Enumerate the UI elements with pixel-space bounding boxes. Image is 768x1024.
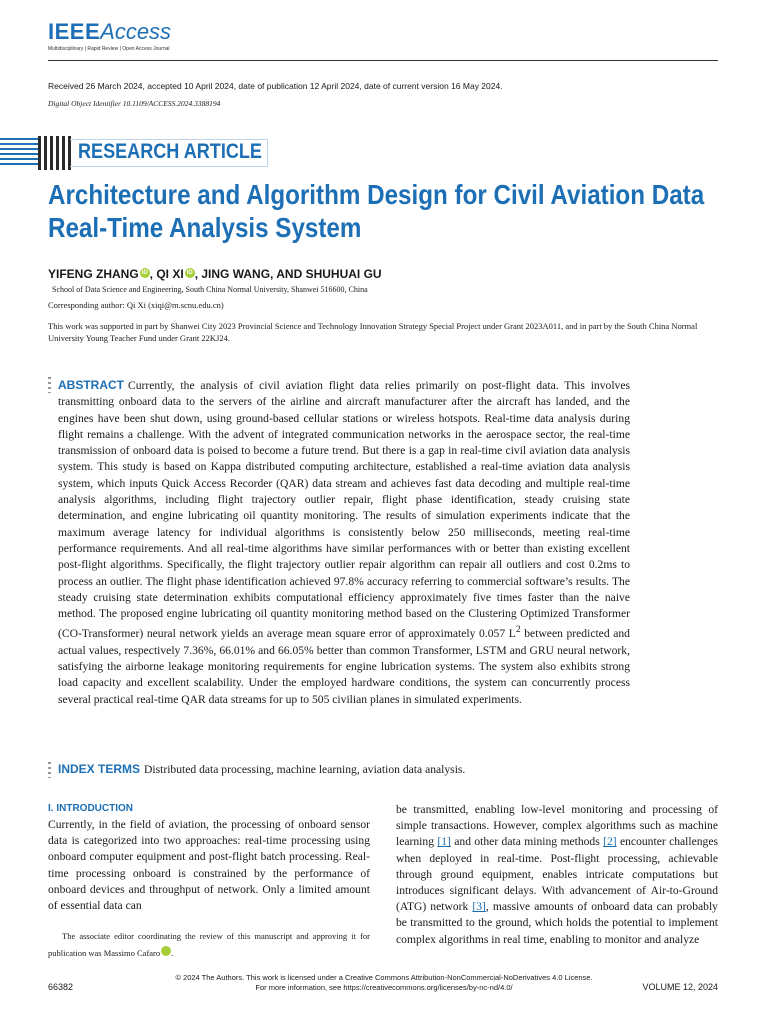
abstract [58, 377, 630, 708]
research-article-banner [0, 136, 270, 170]
author-name: QI XI [156, 267, 184, 281]
logo-tagline: Multidisciplinary | Rapid Review | Open Access Journal [48, 46, 170, 52]
index-terms-marker [48, 762, 51, 778]
author-list [48, 267, 382, 281]
section-heading: I. INTRODUCTION [48, 803, 133, 814]
intro-text: , massive amounts of onboard data can probably be transmitted to the ground, which holds the potential to implement complex algorithms in real time, enabling to monitor and analyze [396, 900, 718, 946]
logo-ieee: IEEE [48, 19, 101, 44]
affiliation: School of Data Science and Engineering, South China Normal University, Shanwei 516600, China [52, 285, 368, 294]
author-separator: , [194, 267, 202, 281]
received-dates: Received 26 March 2024, accepted 10 April 2024, date of publication 12 April 2024, date of current version 16 May 2024. [48, 81, 503, 91]
index-terms-text: Distributed data processing, machine learning, aviation data analysis. [144, 763, 466, 776]
abstract-superscript: 2 [515, 624, 521, 636]
article-title: Architecture and Algorithm Design for Civil Aviation Data Real-Time Analysis System [48, 179, 705, 243]
logo-wordmark [48, 20, 171, 44]
author-name: YIFENG ZHANG [48, 267, 139, 281]
index-terms-label: INDEX TERMS [58, 762, 141, 776]
intro-text: and other data mining methods [450, 835, 604, 849]
index-terms [58, 762, 465, 776]
intro-text: encounter challenges when deployed in real-time. Post-flight processing, achievable through ground equipment, enables intricate computations but introduces significant delays. With advancement of Air-to-Ground (ATG) network [396, 835, 718, 914]
author-separator: , [149, 267, 157, 281]
ieee-access-logo [48, 20, 171, 52]
doi-line: Digital Object Identifier 10.1109/ACCESS.2024.3388194 [48, 99, 221, 108]
footnote-end: . [171, 948, 174, 958]
abstract-marker [48, 377, 51, 393]
volume-label: VOLUME 12, 2024 [642, 982, 718, 992]
banner-stripes [0, 138, 40, 168]
author-name: JING WANG, AND SHUHUAI GU [201, 267, 382, 281]
citation-link[interactable]: [1] [437, 835, 451, 849]
citation-link[interactable]: [2] [603, 835, 617, 849]
editor-footnote [48, 928, 370, 962]
logo-access: Access [100, 19, 172, 44]
intro-paragraph: Currently, in the field of aviation, the processing of onboard sensor data is categorized into two approaches: real-time processing using onboard computer equipment and post-flight batch processing. Real-time processing onboard is constrained by the performance of onboard devices and throughput of network. Only a limited amount of essential data can [48, 818, 370, 913]
abstract-text-continued: between predicted and actual values, respectively 7.36%, 66.01% and 66.05% better than common Transformer, LSTM and GRU neural network, satisfying the airborne leakage monitoring requirements for engine lubrication systems. The system also exhibits strong load capacity and excellent scalability. Under the employed hardware conditions, the system can concurrently process several practical real-time QAR data streams for up to 505 civilian planes in simulated experiments. [58, 627, 630, 706]
page-number: 66382 [48, 982, 74, 992]
abstract-text: Currently, the analysis of civil aviation flight data relies primarily on post-flight data. This involves transmitting onboard data to the servers of the airline and aircraft manufacturer after the aircraft has landed, and the engines have been shut down, using ground-based cellular stations or wireless hotspots. Real-time data analysis during flight remains a challenge. With the advent of integrated communication networks in the aerospace sector, the real-time transmission of onboard data is poised to become a future trend. But there is a gap in real-time civil aviation data analysis system. This study is based on Kappa distributed computing architecture, established a real-time aviation data analysis system, which inputs Quick Access Recorder (QAR) data stream and achieves fast data decoding and multiple real-time analysis algorithms, including flight trajectory outlier repair, flight phase identification, steady cruising state determination, and engine lubricating oil quantity monitoring. The results of simulation experiments indicate that the maximum average latency for individual algorithms is consistently below 250 milliseconds, meeting real-time performance requirements. And all real-time algorithms have similar performances with or better than existing excellent post-flight algorithms. Specifically, the flight trajectory outlier repair algorithm can repair all outliers and cost 0.2ms to process an outlier. The flight phase identification achieved 97.8% accuracy referring to commercial software’s results. The steady cruising state determination exhibits computational efficiency approximately five times faster than the naive method. The proposed engine lubricating oil quantity monitoring method based on the Clustering Optimized Transformer (CO-Transformer) neural network yields an average mean square error of approximately 0.057 L [58, 379, 630, 641]
orcid-icon[interactable]: iD [141, 270, 148, 276]
license-link[interactable]: For more information, see https://creativecommons.org/licenses/by-nc-nd/4.0/ [255, 983, 513, 992]
license-line: © 2024 The Authors. This work is licensed under a Creative Commons Attribution-NonCommercial-NoDerivatives 4.0 License. [175, 973, 593, 982]
funding-statement: This work was supported in part by Shanwei City 2023 Provincial Science and Technology Innovation Strategy Special Project under Grant 2023A011, and in part by the South China Normal University Young Teacher Fund under Grant 22KJ24. [48, 321, 698, 343]
corresponding-author: Corresponding author: Qi Xi (xiqi@m.scnu.edu.cn) [48, 300, 224, 310]
banner-label: RESEARCH ARTICLE [78, 140, 262, 163]
citation-link[interactable]: [3] [472, 900, 486, 914]
intro-text: be transmitted, enabling low-level monitoring and processing of simple transactions. However, complex algorithms such as machine learning [396, 803, 718, 849]
body-column-right [396, 802, 718, 948]
body-column-left [48, 802, 370, 914]
banner-bars [38, 136, 72, 170]
header-rule [48, 60, 718, 61]
footnote-text: The associate editor coordinating the review of this manuscript and approving it for publication was Massimo Cafaro [48, 931, 370, 958]
abstract-label: ABSTRACT [58, 378, 124, 392]
orcid-icon[interactable]: iD [186, 270, 193, 276]
orcid-icon[interactable]: iD [161, 946, 171, 956]
